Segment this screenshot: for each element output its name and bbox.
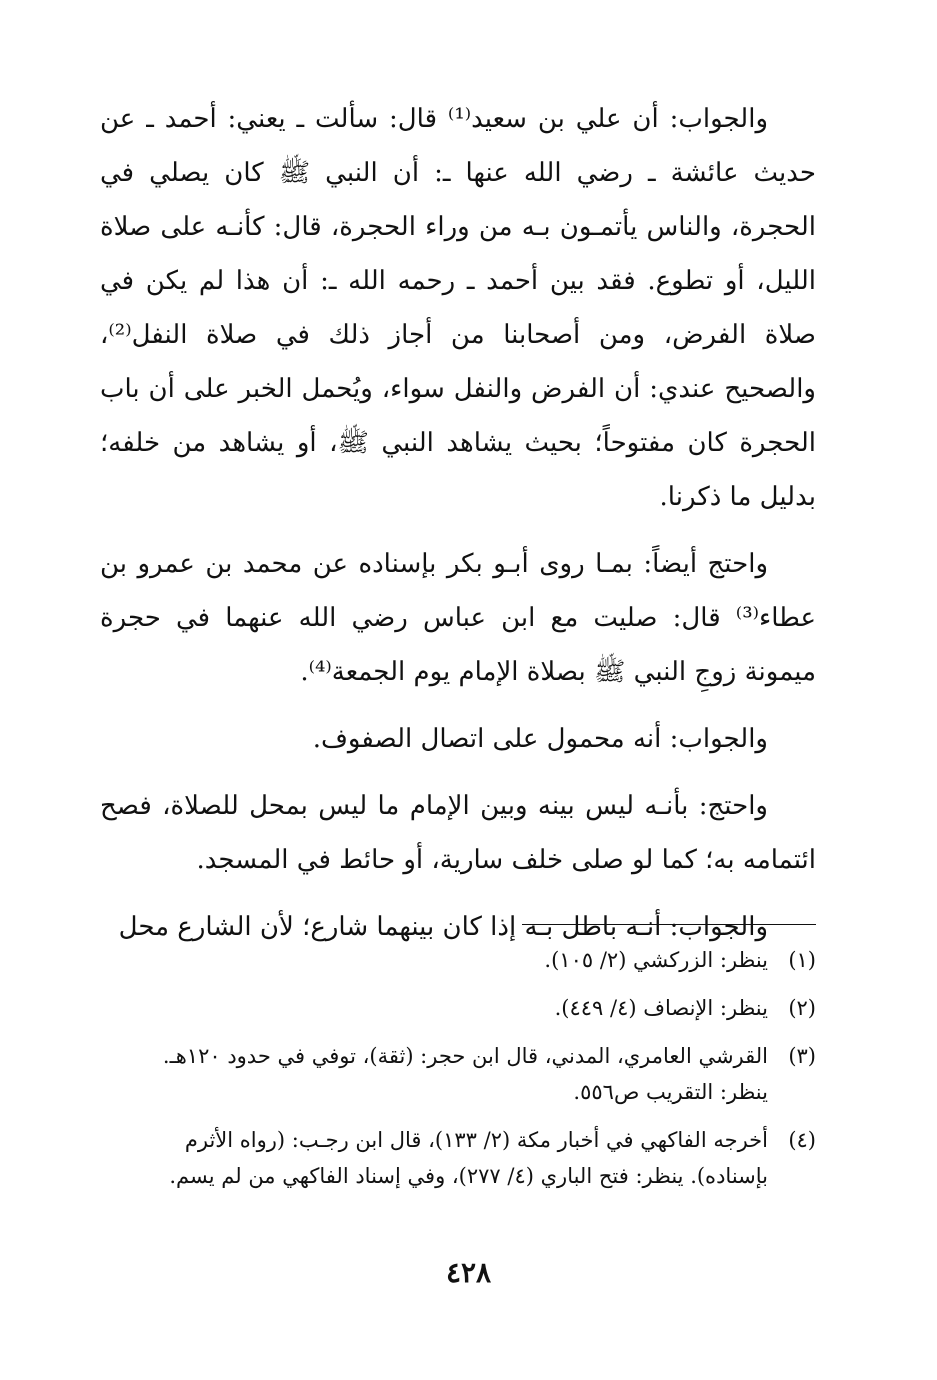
footnote-line: بإسناده). ينظر: فتح الباري (٤/ ٢٧٧)، وفي إسناد الفاكهي من لم يسم. xyxy=(169,1164,768,1188)
paragraph-1: والجواب: أن علي بن سعيد⁽¹⁾ قال: سألت ـ يعني: أحمد ـ عن حديث عائشة ـ رضي الله عنها ـ: أن النبي ﷺ كان يصلي في الحجرة، والناس يأتمـون بـه من وراء الحجرة، قال: كأنـه على صلاة الليل، أو تطوع. فقد بين أحمد ـ رحمه الله ـ: أن هذا لم يكن في صلاة الفرض، ومن أصحابنا من أجاز ذلك في صلاة النفل⁽²⁾، والصحيح عندي: أن الفرض والنفل سواء، ويُحمل الخبر على أن باب الحجرة كان مفتوحاً؛ بحيث يشاهد النبي ﷺ، أو يشاهد من خلفه؛ بدليل ما ذكرنا. xyxy=(100,104,816,512)
footnote-text xyxy=(100,942,768,978)
footnote-number: (١) xyxy=(788,948,816,972)
paragraph-5: والجواب: أنـه باطل بـه إذا كان بينهما شارع؛ لأن الشارع محل xyxy=(118,912,768,942)
page-number: ٤٢٨ xyxy=(445,1256,492,1289)
paragraph-3: والجواب: أنه محمول على اتصال الصفوف. xyxy=(312,724,768,754)
footnote-3 xyxy=(100,1038,816,1110)
footnote-text xyxy=(100,990,768,1026)
footnote-line: ينظر: التقريب ص٥٥٦. xyxy=(573,1080,768,1104)
footnote-text xyxy=(100,1038,768,1110)
footnote-line: ينظر: الزركشي (٢/ ١٠٥). xyxy=(544,948,768,972)
footnote-4 xyxy=(100,1122,816,1194)
paragraph-4: واحتج: بأنـه ليس بينه وبين الإمام ما ليس بمحل للصلاة، فصح ائتمامه به؛ كما لو صلى خلف سارية، أو حائط في المسجد. xyxy=(100,791,816,875)
footnote-line: القرشي العامري، المدني، قال ابن حجر: (ثقة)، توفي في حدود ١٢٠هـ. xyxy=(162,1044,768,1068)
footnote-1 xyxy=(100,942,816,978)
footnote-line: أخرجه الفاكهي في أخبار مكة (٢/ ١٣٣)، قال ابن رجـب: (رواه الأثرم xyxy=(184,1128,768,1152)
footnote-2 xyxy=(100,990,816,1026)
main-text xyxy=(100,92,816,967)
paragraph-2: واحتج أيضاً: بمـا روى أبـو بكر بإسناده عن محمد بن عمرو بن عطاء⁽³⁾ قال: صليت مع ابن عباس رضي الله عنهما في حجرة ميمونة زوجِ النبي ﷺ بصلاة الإمام يوم الجمعة⁽⁴⁾. xyxy=(100,549,816,687)
footnotes xyxy=(100,942,816,1206)
footnote-separator xyxy=(522,924,816,925)
footnote-number: (٤) xyxy=(788,1128,816,1152)
footnote-text xyxy=(100,1122,768,1194)
footnote-line: ينظر: الإنصاف (٤/ ٤٤٩). xyxy=(554,996,768,1020)
footnote-number: (٣) xyxy=(788,1044,816,1068)
footnote-number: (٢) xyxy=(788,996,816,1020)
